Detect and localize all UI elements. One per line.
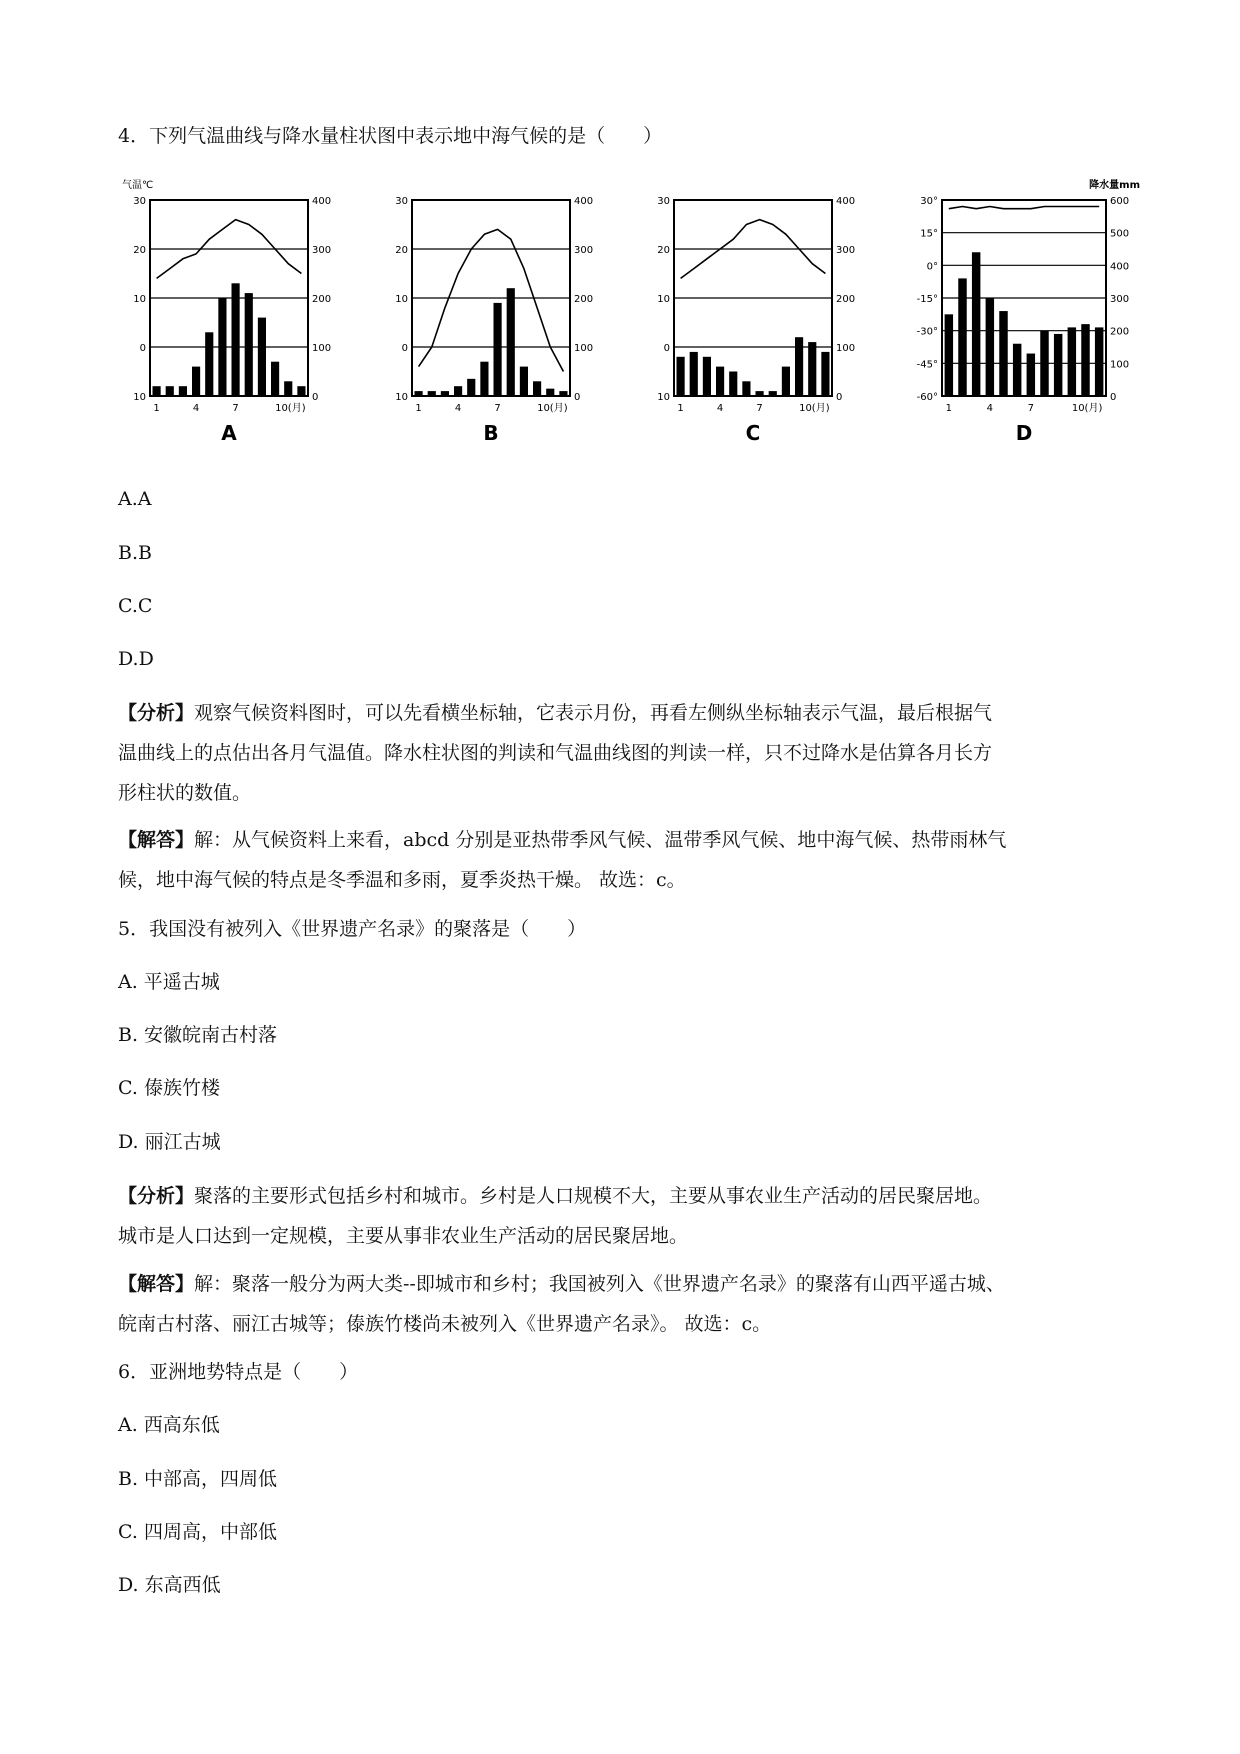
climate-charts — [118, 172, 1148, 462]
precipitation-bar — [1054, 334, 1062, 396]
y-tick-label-left: 20 — [395, 245, 408, 256]
y-tick-label-left: 30 — [133, 196, 146, 207]
precipitation-bar — [1081, 324, 1089, 396]
y-tick-label-left: -30° — [916, 326, 938, 338]
x-tick-label: 4 — [454, 403, 462, 414]
question-5-option-a[interactable]: A. 平遥古城 — [118, 971, 220, 993]
y-tick-label-left: 10 — [133, 294, 146, 305]
question-4-stem: 4．下列气温曲线与降水量柱状图中表示地中海气候的是（ ） — [118, 125, 663, 147]
x-tick-label: 10(月) — [537, 403, 568, 414]
x-tick-label: 10(月) — [799, 403, 830, 414]
precipitation-bar — [467, 379, 475, 396]
climate-chart-d — [894, 172, 1144, 462]
precipitation-bar — [1095, 327, 1103, 396]
precipitation-bar — [441, 391, 449, 396]
x-tick-label: 10(月) — [1071, 403, 1103, 414]
precipitation-bar — [245, 293, 253, 396]
x-tick-label: 1 — [153, 403, 160, 414]
question-4-option-b[interactable]: B.B — [118, 542, 152, 564]
question-5-answer — [118, 1272, 1130, 1336]
y-tick-label-left: 15° — [920, 228, 938, 240]
precipitation-bar — [1027, 354, 1035, 396]
y-tick-label-right: 300 — [1110, 294, 1130, 305]
panel-label: A — [221, 421, 237, 445]
question-4-option-d[interactable]: D.D — [118, 648, 154, 670]
answer-text: 解：聚落一般分为两大类--即城市和乡村；我国被列入《世界遗产名录》的聚落有山西平遥古城、 — [194, 1273, 1005, 1295]
precipitation-bar — [999, 311, 1007, 396]
precipitation-bar — [415, 391, 423, 396]
y-tick-label-right: 400 — [836, 196, 856, 207]
y-tick-label-left: 10 — [395, 294, 408, 305]
temperature-line — [419, 229, 564, 371]
precipitation-bar — [690, 352, 698, 396]
analysis-text: 观察气候资料图时，可以先看横坐标轴，它表示月份，再看左侧纵坐标轴表示气温，最后根据气 — [194, 702, 993, 724]
question-5-option-b[interactable]: B. 安徽皖南古村落 — [118, 1024, 278, 1046]
question-4-analysis — [118, 701, 1130, 805]
precipitation-bar — [153, 386, 161, 396]
precipitation-bar — [795, 337, 803, 396]
x-tick-label: 1 — [945, 403, 953, 414]
y-tick-label-right: 300 — [312, 245, 332, 256]
question-5-analysis — [118, 1184, 1130, 1248]
question-4-option-c[interactable]: C.C — [118, 595, 153, 617]
y-tick-label-right: 200 — [836, 294, 856, 305]
y-tick-label-left: 10 — [395, 392, 408, 403]
y-tick-label-right: 0 — [312, 392, 319, 403]
question-6-option-b[interactable]: B. 中部高，四周低 — [118, 1468, 278, 1490]
y-tick-label-right: 400 — [1110, 261, 1130, 273]
y-tick-label-left: 30 — [657, 196, 670, 207]
y-tick-label-right: 0 — [574, 392, 581, 403]
question-6-option-a[interactable]: A. 西高东低 — [118, 1414, 220, 1436]
x-tick-label: 1 — [677, 403, 684, 414]
answer-label: 【解答】 — [118, 829, 195, 851]
precipitation-bar — [782, 367, 790, 396]
y-tick-label-right: 300 — [836, 245, 856, 256]
precipitation-bar — [677, 357, 685, 396]
x-tick-label: 7 — [494, 403, 501, 414]
y-tick-label-right: 0 — [1110, 392, 1117, 403]
precipitation-bar — [729, 372, 737, 397]
precipitation-bar — [166, 386, 174, 396]
precipitation-bar — [271, 362, 279, 396]
panel-label: D — [1015, 421, 1033, 445]
y-tick-label-right: 100 — [1110, 359, 1130, 371]
precipitation-bar — [494, 303, 502, 396]
precipitation-bar — [546, 389, 554, 396]
question-6-option-c[interactable]: C. 四周高，中部低 — [118, 1521, 277, 1543]
analysis-label: 【分析】 — [118, 702, 195, 724]
left-axis-title: 气温℃ — [122, 180, 154, 191]
y-tick-label-left: 0 — [139, 343, 146, 354]
y-tick-label-left: -15° — [916, 294, 938, 305]
y-tick-label-right: 100 — [836, 343, 856, 354]
precipitation-bar — [808, 342, 816, 396]
precipitation-bar — [756, 391, 764, 396]
x-tick-label: 7 — [756, 403, 763, 414]
answer-text: 解：从气候资料上来看，abcd 分别是亚热带季风气候、温带季风气候、地中海气候、热带雨林气 — [194, 829, 1007, 851]
y-tick-label-left: 10 — [657, 392, 670, 403]
precipitation-bar — [297, 386, 305, 396]
answer-label: 【解答】 — [118, 1273, 195, 1295]
answer-text: 皖南古村落、丽江古城等；傣族竹楼尚未被列入《世界遗产名录》。 故选：c。 — [118, 1313, 772, 1335]
precipitation-bar — [507, 288, 515, 396]
y-tick-label-right: 200 — [574, 294, 594, 305]
y-tick-label-right: 400 — [312, 196, 332, 207]
precipitation-bar — [958, 278, 966, 396]
y-tick-label-right: 400 — [574, 196, 594, 207]
analysis-text: 形柱状的数值。 — [118, 782, 252, 804]
question-4-option-a[interactable]: A.A — [118, 488, 152, 510]
precipitation-bar — [703, 357, 711, 396]
y-tick-label-left: -60° — [916, 392, 938, 403]
y-tick-label-right: 0 — [836, 392, 843, 403]
precipitation-bar — [559, 391, 567, 396]
precipitation-bar — [986, 298, 994, 396]
x-tick-label: 4 — [716, 403, 724, 414]
y-tick-label-left: 30 — [395, 196, 408, 207]
precipitation-bar — [945, 314, 953, 396]
y-tick-label-right: 100 — [312, 343, 332, 354]
y-tick-label-left: 0 — [401, 343, 408, 354]
question-5-option-d[interactable]: D. 丽江古城 — [118, 1131, 221, 1153]
question-5-option-c[interactable]: C. 傣族竹楼 — [118, 1077, 220, 1099]
precipitation-bar — [520, 367, 528, 396]
precipitation-bar — [218, 298, 226, 396]
analysis-text: 聚落的主要形式包括乡村和城市。乡村是人口规模不大，主要从事农业生产活动的居民聚居地。 — [194, 1185, 993, 1207]
precipitation-bar — [769, 391, 777, 396]
y-tick-label-right: 100 — [574, 343, 594, 354]
y-tick-label-left: 10 — [133, 392, 146, 403]
precipitation-bar — [428, 391, 436, 396]
y-tick-label-left: 30° — [920, 196, 938, 207]
x-tick-label: 4 — [192, 403, 200, 414]
x-tick-label: 7 — [1027, 403, 1035, 414]
precipitation-bar — [179, 386, 187, 396]
y-tick-label-left: 0° — [926, 261, 938, 273]
climate-chart-b — [380, 172, 600, 462]
precipitation-bar — [258, 318, 266, 396]
panel-label: B — [483, 421, 499, 445]
precipitation-bar — [480, 362, 488, 396]
analysis-text: 温曲线上的点估出各月气温值。降水柱状图的判读和气温曲线图的判读一样，只不过降水是估算各月长方 — [118, 742, 993, 764]
question-6-stem: 6．亚洲地势特点是（ ） — [118, 1361, 359, 1383]
y-tick-label-left: 20 — [133, 245, 146, 256]
y-tick-label-left: -45° — [916, 359, 938, 371]
x-tick-label: 7 — [232, 403, 239, 414]
temperature-line — [949, 207, 1099, 209]
question-4-answer — [118, 828, 1130, 892]
analysis-label: 【分析】 — [118, 1185, 195, 1207]
analysis-text: 城市是人口达到一定规模，主要从事非农业生产活动的居民聚居地。 — [118, 1225, 689, 1247]
x-tick-label: 4 — [986, 403, 994, 414]
climate-chart-a — [118, 172, 338, 462]
y-tick-label-right: 200 — [312, 294, 332, 305]
y-tick-label-right: 500 — [1110, 228, 1130, 240]
precipitation-bar — [972, 252, 980, 396]
y-tick-label-right: 300 — [574, 245, 594, 256]
panel-label: C — [745, 421, 761, 445]
precipitation-bar — [742, 381, 750, 396]
precipitation-bar — [284, 381, 292, 396]
y-tick-label-left: 0 — [663, 343, 670, 354]
x-tick-label: 1 — [415, 403, 422, 414]
right-axis-title: 降水量mm — [1089, 180, 1140, 191]
precipitation-bar — [205, 332, 213, 396]
precipitation-bar — [821, 352, 829, 396]
climate-chart-c — [642, 172, 862, 462]
precipitation-bar — [1068, 327, 1076, 396]
answer-text: 候，地中海气候的特点是冬季温和多雨，夏季炎热干燥。 故选：c。 — [118, 869, 686, 891]
precipitation-bar — [716, 367, 724, 396]
x-tick-label: 10(月) — [275, 403, 306, 414]
precipitation-bar — [232, 283, 240, 396]
question-6-option-d[interactable]: D. 东高西低 — [118, 1574, 221, 1596]
precipitation-bar — [454, 386, 462, 396]
y-tick-label-left: 10 — [657, 294, 670, 305]
question-5-stem: 5．我国没有被列入《世界遗产名录》的聚落是（ ） — [118, 918, 587, 940]
y-tick-label-right: 600 — [1110, 196, 1130, 207]
precipitation-bar — [1013, 344, 1021, 396]
y-tick-label-right: 200 — [1110, 326, 1130, 338]
y-tick-label-left: 20 — [657, 245, 670, 256]
precipitation-bar — [192, 367, 200, 396]
precipitation-bar — [533, 381, 541, 396]
precipitation-bar — [1040, 331, 1048, 396]
